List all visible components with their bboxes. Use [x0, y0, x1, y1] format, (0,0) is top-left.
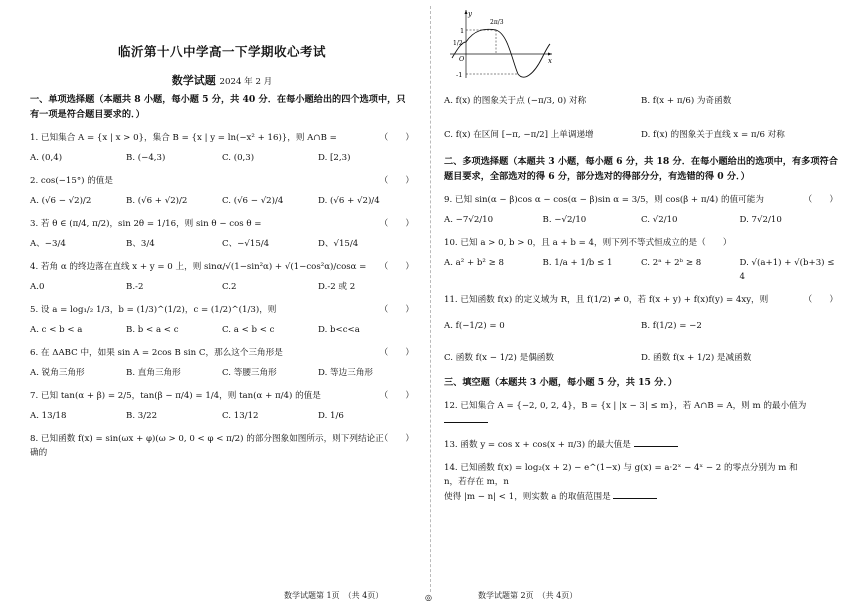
- option-b: B. 直角三角形: [126, 368, 181, 378]
- question-4-options: [30, 280, 414, 294]
- question-2: [30, 174, 414, 188]
- option-c: C.2: [222, 282, 237, 292]
- option-d: D. √(a+1) + √(b+3) ≤ 4: [739, 258, 835, 282]
- question-13: [444, 437, 838, 452]
- question-5-text: 5. 设 a = log₁/₂ 1/3，b = (1/3)^(1/2)，c = (1/2)^(1/3)，则: [30, 305, 277, 315]
- option-c: C. f(x) 在区间 [−π, −π/2] 上单调递增: [444, 130, 594, 140]
- question-6: [30, 346, 414, 360]
- option-d: D、√15/4: [318, 239, 359, 249]
- option-a: A. a² + b² ≥ 8: [444, 258, 504, 268]
- x-axis-arrow: [548, 53, 552, 56]
- tick-1: 1: [460, 27, 465, 35]
- option-a: A. (√6 − √2)/2: [30, 196, 92, 206]
- question-8-text: 8. 已知函数 f(x) = sin(ωx + φ)(ω > 0, 0 < φ < π/2) 的部分图象如图所示，则下列结论正确的: [30, 434, 384, 458]
- option-c: C. 13/12: [222, 411, 259, 421]
- exam-date: 2024 年 2 月: [219, 77, 273, 87]
- option-d: D. 1/6: [318, 411, 344, 421]
- question-8: [30, 432, 414, 460]
- question-12: [444, 399, 838, 428]
- tick-half: 1/2: [453, 40, 463, 47]
- question-5: [30, 303, 414, 317]
- x-label: x: [548, 57, 552, 65]
- question-11-options-ab: [444, 319, 838, 333]
- answer-paren: （ ）: [379, 219, 414, 229]
- answer-paren: （ ）: [379, 434, 414, 444]
- tick-neg1: -1: [456, 71, 463, 79]
- section-1-heading: 一、单项选择题（本题共 8 小题，每小题 5 分，共 40 分．在每小题给出的四个选项中，只有一项是符合题目要求的．）: [30, 94, 406, 120]
- question-1-text: 1. 已知集合 A = {x | x > 0}，集合 B = {x | y = ln(−x² + 16)}，则 A∩B =: [30, 133, 337, 143]
- question-12-text: 12. 已知集合 A = {−2, 0, 2, 4}，B = {x | |x − 3| ≤ m}，若 A∩B = A，则 m 的最小值为: [444, 401, 807, 411]
- answer-paren: （ ）: [379, 348, 414, 358]
- question-10: [444, 236, 838, 250]
- option-b: B. −√2/10: [542, 215, 587, 225]
- answer-paren: （ ）: [379, 305, 414, 315]
- page-right: [430, 0, 860, 607]
- option-c: C. 等腰三角形: [222, 368, 277, 378]
- option-d: D. 等边三角形: [318, 368, 374, 378]
- answer-paren: （ ）: [379, 176, 414, 186]
- option-c: C. a < b < c: [222, 325, 275, 335]
- y-label: y: [468, 10, 472, 18]
- question-2-options: [30, 194, 414, 208]
- page-1-footer: 数学试题第 1页 （共 4页）: [284, 591, 384, 600]
- option-a: A. 锐角三角形: [30, 368, 85, 378]
- option-c: C. 2ᵃ + 2ᵇ ≥ 8: [641, 258, 702, 268]
- option-c: C. (0,3): [222, 153, 255, 163]
- option-b: B. (√6 + √2)/2: [126, 196, 188, 206]
- question-3-text: 3. 若 θ ∈ (π/4, π/2)，sin 2θ = 1/16，则 sin θ − cos θ =: [30, 219, 262, 229]
- answer-paren: （ ）: [379, 262, 414, 272]
- question-8-options-cd: [444, 128, 838, 142]
- question-11-text: 11. 已知函数 f(x) 的定义域为 R，且 f(1/2) ≠ 0，若 f(x + y) + f(x)f(y) = 4xy，则: [444, 295, 769, 305]
- answer-paren: （ ）: [379, 391, 414, 401]
- answer-paren: （ ）: [803, 295, 838, 305]
- question-7: [30, 389, 414, 403]
- sine-curve: [452, 29, 550, 77]
- question-7-text: 7. 已知 tan(α + β) = 2/5，tan(β − π/4) = 1/4，则 tan(α + π/4) 的值是: [30, 391, 321, 401]
- exam-subtitle: [30, 72, 414, 88]
- section-2-heading: 二、多项选择题（本题共 3 小题，每小题 6 分，共 18 分．在每小题给出的选项中，有多项符合题目要求，全部选对的得 6 分，部分选对的得部分分，有选错的得 0 分．）: [444, 156, 838, 182]
- option-a: A. (0,4): [30, 153, 63, 163]
- question-4-text: 4. 若角 α 的终边落在直线 x + y = 0 上，则 sinα/√(1−sin²α) + √(1−cos²α)/cosα =: [30, 262, 367, 272]
- option-d: D. 函数 f(x + 1/2) 是减函数: [641, 353, 752, 363]
- option-d: D. 7√2/10: [739, 215, 782, 225]
- option-a: A、−3/4: [30, 239, 66, 249]
- question-11: [444, 293, 838, 307]
- answer-blank[interactable]: [444, 413, 488, 423]
- question-14-text-line2: 使得 |m − n| < 1，则实数 a 的取值范围是: [444, 492, 611, 502]
- question-9-text: 9. 已知 sin(α − β)cos α − cos(α − β)sin α = 3/5，则 cos(β + π/4) 的值可能为: [444, 195, 764, 205]
- question-10-options: [444, 256, 838, 284]
- question-1: [30, 131, 414, 145]
- question-3: [30, 217, 414, 231]
- option-a: A. f(−1/2) = 0: [444, 321, 505, 331]
- option-a: A. f(x) 的图象关于点 (−π/3, 0) 对称: [444, 96, 587, 106]
- question-6-text: 6. 在 ΔABC 中，如果 sin A = 2cos B sin C，那么这个三角形是: [30, 348, 283, 358]
- question-14-text-line1: 14. 已知函数 f(x) = log₂(x + 2) − e^(1−x) 与 g(x) = a·2ˣ − 4ˣ − 2 的零点分别为 m 和 n，若存在 m，n: [444, 463, 798, 487]
- page-2-footer: 数学试题第 2页 （共 4页）: [478, 591, 578, 600]
- option-d: D. f(x) 的图象关于直线 x = π/6 对称: [641, 130, 785, 140]
- option-a: A. 13/18: [30, 411, 67, 421]
- answer-blank[interactable]: [634, 437, 678, 447]
- option-a: A. c < b < a: [30, 325, 83, 335]
- question-7-options: [30, 409, 414, 423]
- question-10-text: 10. 已知 a > 0, b > 0，且 a + b = 4，则下列不等式恒成立的是（ ）: [444, 238, 732, 248]
- option-d: D. (√6 + √2)/4: [318, 196, 380, 206]
- question-11-options-cd: [444, 351, 838, 365]
- question-4: [30, 260, 414, 274]
- question-5-options: [30, 323, 414, 337]
- tick-2pi3: 2π/3: [490, 19, 504, 26]
- question-9-options: [444, 213, 838, 227]
- answer-paren: （ ）: [379, 133, 414, 143]
- question-2-text: 2. cos(−15°) 的值是: [30, 176, 113, 186]
- binding-mark-icon: ◎: [425, 593, 432, 602]
- option-b: B. 3/22: [126, 411, 158, 421]
- answer-blank[interactable]: [613, 489, 657, 499]
- question-13-text: 13. 函数 y = cos x + cos(x + π/3) 的最大值是: [444, 440, 631, 450]
- option-a: A. −7√2/10: [444, 215, 494, 225]
- option-b: B. f(x + π/6) 为奇函数: [641, 96, 732, 106]
- origin-label: O: [459, 55, 465, 63]
- question-6-options: [30, 366, 414, 380]
- question-14: [444, 461, 838, 504]
- question-1-options: [30, 151, 414, 165]
- question-3-options: [30, 237, 414, 251]
- option-d: D. b<c<a: [318, 325, 360, 335]
- exam-title: 临沂第十八中学高一下学期收心考试: [117, 44, 326, 59]
- option-a: A.0: [30, 282, 45, 292]
- option-c: C. (√6 − √2)/4: [222, 196, 284, 206]
- option-c: C、−√15/4: [222, 239, 270, 249]
- option-b: B. b < a < c: [126, 325, 179, 335]
- option-d: D. [2,3): [318, 153, 351, 163]
- section-3-heading: 三、填空题（本题共 3 小题，每小题 5 分，共 15 分．）: [444, 377, 678, 388]
- option-b: B、3/4: [126, 239, 155, 249]
- sine-graph: [448, 8, 558, 80]
- option-b: B.-2: [126, 282, 144, 292]
- option-b: B. (−4,3): [126, 153, 166, 163]
- option-c: C. 函数 f(x − 1/2) 是偶函数: [444, 353, 554, 363]
- question-9: [444, 193, 838, 207]
- option-b: B. f(1/2) = −2: [641, 321, 702, 331]
- option-d: D.-2 或 2: [318, 282, 356, 292]
- answer-paren: （ ）: [803, 195, 838, 205]
- option-c: C. √2/10: [641, 215, 678, 225]
- question-8-options-ab: [444, 94, 838, 108]
- option-b: B. 1/a + 1/b ≤ 1: [542, 258, 613, 268]
- subject-label: 数学试题: [171, 74, 216, 87]
